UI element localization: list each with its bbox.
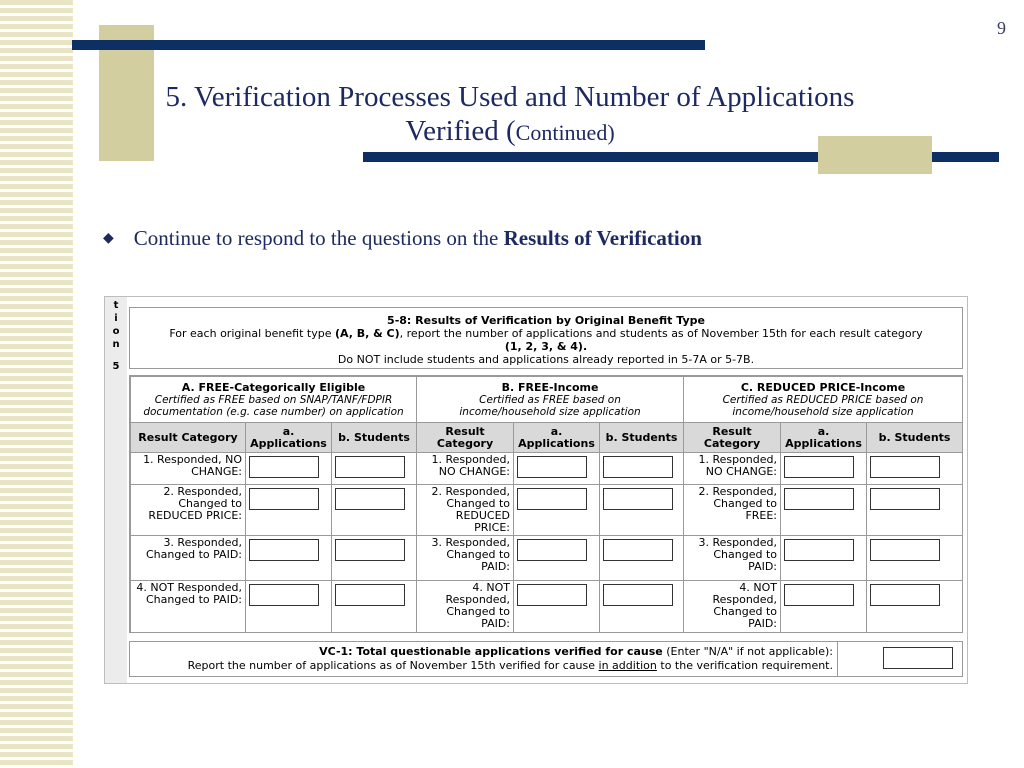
row-label-b2: 2. Responded, Changed to REDUCED PRICE: xyxy=(417,485,514,536)
left-stripe-band xyxy=(0,0,73,768)
students-input-a3[interactable] xyxy=(335,539,405,561)
decor-top-bar xyxy=(72,40,705,50)
students-input-a2[interactable] xyxy=(335,488,405,510)
row-label-c1: 1. Responded, NO CHANGE: xyxy=(684,453,781,485)
applications-input-a4[interactable] xyxy=(249,584,319,606)
section-c-header: C. REDUCED PRICE-Income Certified as REDUCED PRICE based on income/household size application xyxy=(684,377,963,423)
students-input-a1[interactable] xyxy=(335,456,405,478)
students-input-b2[interactable] xyxy=(603,488,673,510)
row-label-a3: 3. Responded, Changed to PAID: xyxy=(131,536,246,581)
row-label-c3: 3. Responded, Changed to PAID: xyxy=(684,536,781,581)
section-side-label xyxy=(105,297,127,683)
vc1-label: VC-1: Total questionable applications verified for cause (Enter "N/A" if not applicable): Report the number of applications as of November 15th verified for cause in addition to the verification requirement. xyxy=(130,642,838,676)
col-header-applications-b: a. Applications xyxy=(514,423,600,453)
students-input-c3[interactable] xyxy=(870,539,940,561)
col-header-applications-c: a. Applications xyxy=(781,423,867,453)
table-row xyxy=(131,581,963,634)
vc1-box xyxy=(129,641,963,677)
col-header-result-c: Result Category xyxy=(684,423,781,453)
row-label-a4: 4. NOT Responded, Changed to PAID: xyxy=(131,581,246,634)
applications-input-a3[interactable] xyxy=(249,539,319,561)
title-suffix: Continued) xyxy=(515,120,615,145)
results-instruction-line1: For each original benefit type (A, B, & C), report the number of applications and students as of November 15th for each result category xyxy=(169,327,923,340)
applications-input-c1[interactable] xyxy=(784,456,854,478)
table-row xyxy=(131,536,963,581)
col-header-applications-a: a. Applications xyxy=(246,423,332,453)
col-header-result-b: Result Category xyxy=(417,423,514,453)
applications-input-a1[interactable] xyxy=(249,456,319,478)
bullet-text: Continue to respond to the questions on the xyxy=(133,226,504,250)
table-row xyxy=(131,453,963,485)
applications-input-b2[interactable] xyxy=(517,488,587,510)
row-label-a2: 2. Responded, Changed to REDUCED PRICE: xyxy=(131,485,246,536)
students-input-b1[interactable] xyxy=(603,456,673,478)
students-input-c2[interactable] xyxy=(870,488,940,510)
col-header-result-a: Result Category xyxy=(131,423,246,453)
col-header-students-a: b. Students xyxy=(332,423,417,453)
diamond-bullet-icon: ◆ xyxy=(103,231,114,246)
applications-input-c3[interactable] xyxy=(784,539,854,561)
results-instruction-line3: Do NOT include students and applications already reported in 5-7A or 5-7B. xyxy=(337,353,755,366)
applications-input-b3[interactable] xyxy=(517,539,587,561)
row-label-b4: 4. NOT Responded, Changed to PAID: xyxy=(417,581,514,634)
applications-input-b1[interactable] xyxy=(517,456,587,478)
applications-input-b4[interactable] xyxy=(517,584,587,606)
applications-input-a2[interactable] xyxy=(249,488,319,510)
col-header-students-b: b. Students xyxy=(600,423,684,453)
students-input-c4[interactable] xyxy=(870,584,940,606)
results-grid xyxy=(129,375,963,633)
students-input-b3[interactable] xyxy=(603,539,673,561)
form-screenshot xyxy=(104,296,968,684)
side-letters: t i o n xyxy=(112,300,120,350)
slide-title xyxy=(150,80,870,150)
results-instruction-line2: (1, 2, 3, & 4). xyxy=(504,340,588,353)
bullet-item xyxy=(103,226,702,251)
students-input-c1[interactable] xyxy=(870,456,940,478)
row-label-b3: 3. Responded, Changed to PAID: xyxy=(417,536,514,581)
title-main: 5. Verification Processes Used and Number of Applications Verified ( xyxy=(165,81,855,147)
applications-input-c2[interactable] xyxy=(784,488,854,510)
table-row xyxy=(131,485,963,536)
section-b-header: B. FREE-Income Certified as FREE based on income/household size application xyxy=(417,377,684,423)
row-label-b1: 1. Responded, NO CHANGE: xyxy=(417,453,514,485)
side-number: 5 xyxy=(112,361,120,372)
bullet-bold-text: Results of Verification xyxy=(503,226,702,250)
results-title: 5-8: Results of Verification by Original Benefit Type xyxy=(387,314,705,327)
page-number: 9 xyxy=(997,18,1006,38)
row-label-a1: 1. Responded, NO CHANGE: xyxy=(131,453,246,485)
students-input-a4[interactable] xyxy=(335,584,405,606)
vc1-input[interactable] xyxy=(883,647,953,669)
section-a-header: A. FREE-Categorically Eligible Certified as FREE based on SNAP/TANF/FDPIR documentation (e.g. case number) on application xyxy=(131,377,417,423)
row-label-c4: 4. NOT Responded, Changed to PAID: xyxy=(684,581,781,634)
col-header-students-c: b. Students xyxy=(867,423,963,453)
results-header-box xyxy=(129,307,963,369)
row-label-c2: 2. Responded, Changed to FREE: xyxy=(684,485,781,536)
students-input-b4[interactable] xyxy=(603,584,673,606)
applications-input-c4[interactable] xyxy=(784,584,854,606)
